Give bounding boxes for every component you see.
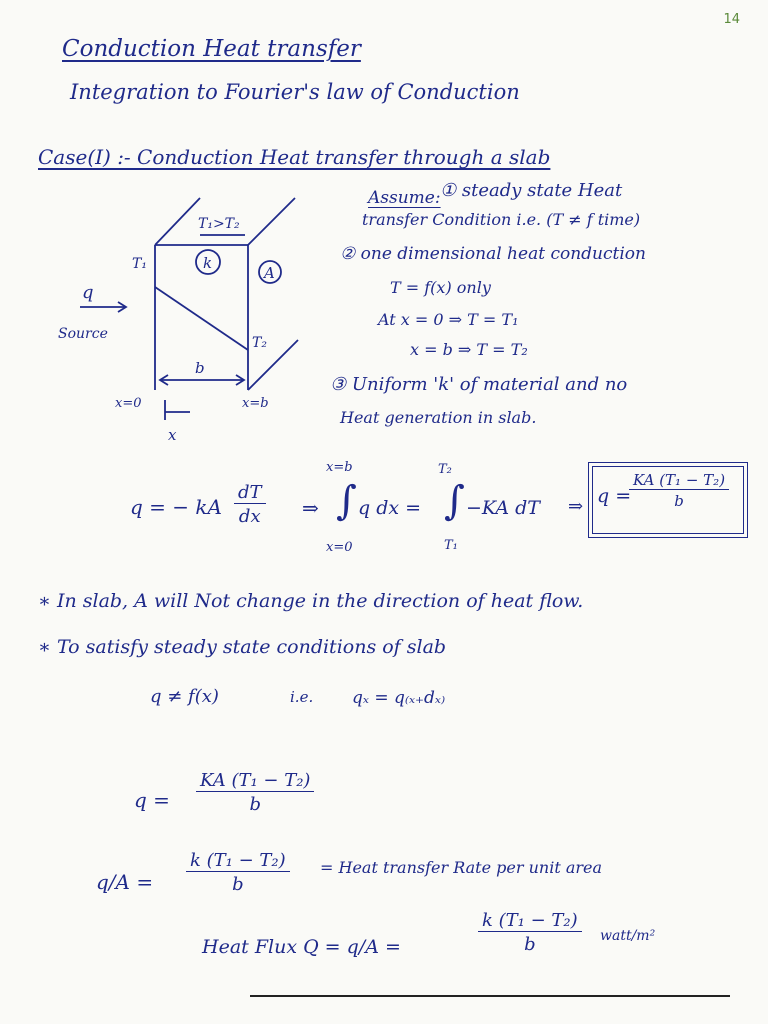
result-box [592, 466, 744, 534]
page-title: Conduction Heat transfer [62, 36, 361, 62]
condition-lhs: q ≠ f(x) [150, 686, 219, 707]
eq-derivative-num: dT [234, 482, 266, 504]
q-eq-num: KA (T₁ − T₂) [196, 770, 314, 792]
b-label: b [195, 359, 205, 377]
eq-arrow-1: ⇒ [302, 496, 319, 520]
integrand-1: q dx = [358, 497, 422, 519]
flux-unit: watt/m² [600, 928, 656, 944]
note-2: ∗ To satisfy steady state conditions of slab [38, 636, 447, 658]
flux-den: b [524, 934, 536, 955]
case-heading: Case(I) :- Conduction Heat transfer through a slab [38, 145, 551, 169]
flux-label: Heat Flux Q = q/A = [202, 936, 401, 958]
eq-arrow-2: ⇒ [568, 496, 584, 517]
result-lhs: q = [597, 485, 632, 507]
assume-line-8: Heat generation in slab. [340, 408, 537, 427]
t1-gt-t2-label: T₁>T₂ [198, 216, 240, 232]
int-upper-1: x=b [326, 460, 353, 475]
page-subtitle: Integration to Fourier's law of Conduction [70, 80, 520, 104]
a-label: A [264, 264, 275, 282]
int-lower-1: x=0 [326, 540, 353, 555]
assume-line-1: ① steady state Heat [440, 180, 623, 201]
flux-fraction [478, 910, 582, 955]
flux-num: k (T₁ − T₂) [478, 910, 582, 932]
q-eq-fraction [196, 770, 314, 815]
t1-label: T₁ [132, 256, 147, 272]
condition-ie: i.e. [290, 688, 314, 706]
xb-label: x=b [242, 396, 269, 411]
assume-line-4: T = f(x) only [390, 278, 491, 297]
bottom-rule [250, 995, 730, 997]
integrand-2: −KA dT [466, 497, 540, 519]
assume-line-3: ② one dimensional heat conduction [340, 244, 646, 264]
page-number: 14 [723, 12, 740, 27]
integral-sign-1: ∫ [336, 478, 357, 524]
result-den: b [674, 492, 684, 510]
assume-line-2: transfer Condition i.e. (T ≠ f time) [362, 210, 641, 229]
eq-derivative [234, 482, 266, 527]
result-num: KA (T₁ − T₂) [629, 471, 729, 490]
assume-line-6: x = b ⇒ T = T₂ [410, 340, 528, 359]
source-label: Source [58, 326, 108, 342]
qa-eq-fraction [186, 850, 290, 895]
k-label: k [203, 254, 213, 272]
int-lower-2: T₁ [444, 538, 458, 553]
assume-line-5: At x = 0 ⇒ T = T₁ [378, 310, 519, 329]
q-eq-den: b [249, 794, 261, 815]
qa-eq-den: b [232, 874, 244, 895]
result-fraction [629, 471, 729, 510]
qa-eq-description: = Heat transfer Rate per unit area [320, 858, 603, 877]
x-axis-label: x [168, 426, 177, 444]
note-1: ∗ In slab, A will Not change in the direction of heat flow. [38, 590, 584, 612]
q-label: q [82, 282, 94, 303]
condition-rhs: qₓ = q₍ₓ₊dₓ₎ [352, 688, 446, 708]
assume-line-7: ③ Uniform 'k' of material and no [330, 374, 628, 395]
assume-label: Assume: [368, 188, 441, 208]
x0-label: x=0 [115, 396, 142, 411]
integral-sign-2: ∫ [444, 478, 465, 524]
eq-lhs: q = − kA [130, 495, 222, 519]
qa-eq-lhs: q/A = [96, 870, 154, 894]
t2-label: T₂ [252, 335, 267, 351]
eq-derivative-den: dx [238, 506, 261, 527]
slab-diagram [40, 190, 330, 450]
q-eq-lhs: q = [134, 788, 170, 812]
qa-eq-num: k (T₁ − T₂) [186, 850, 290, 872]
int-upper-2: T₂ [438, 462, 452, 477]
